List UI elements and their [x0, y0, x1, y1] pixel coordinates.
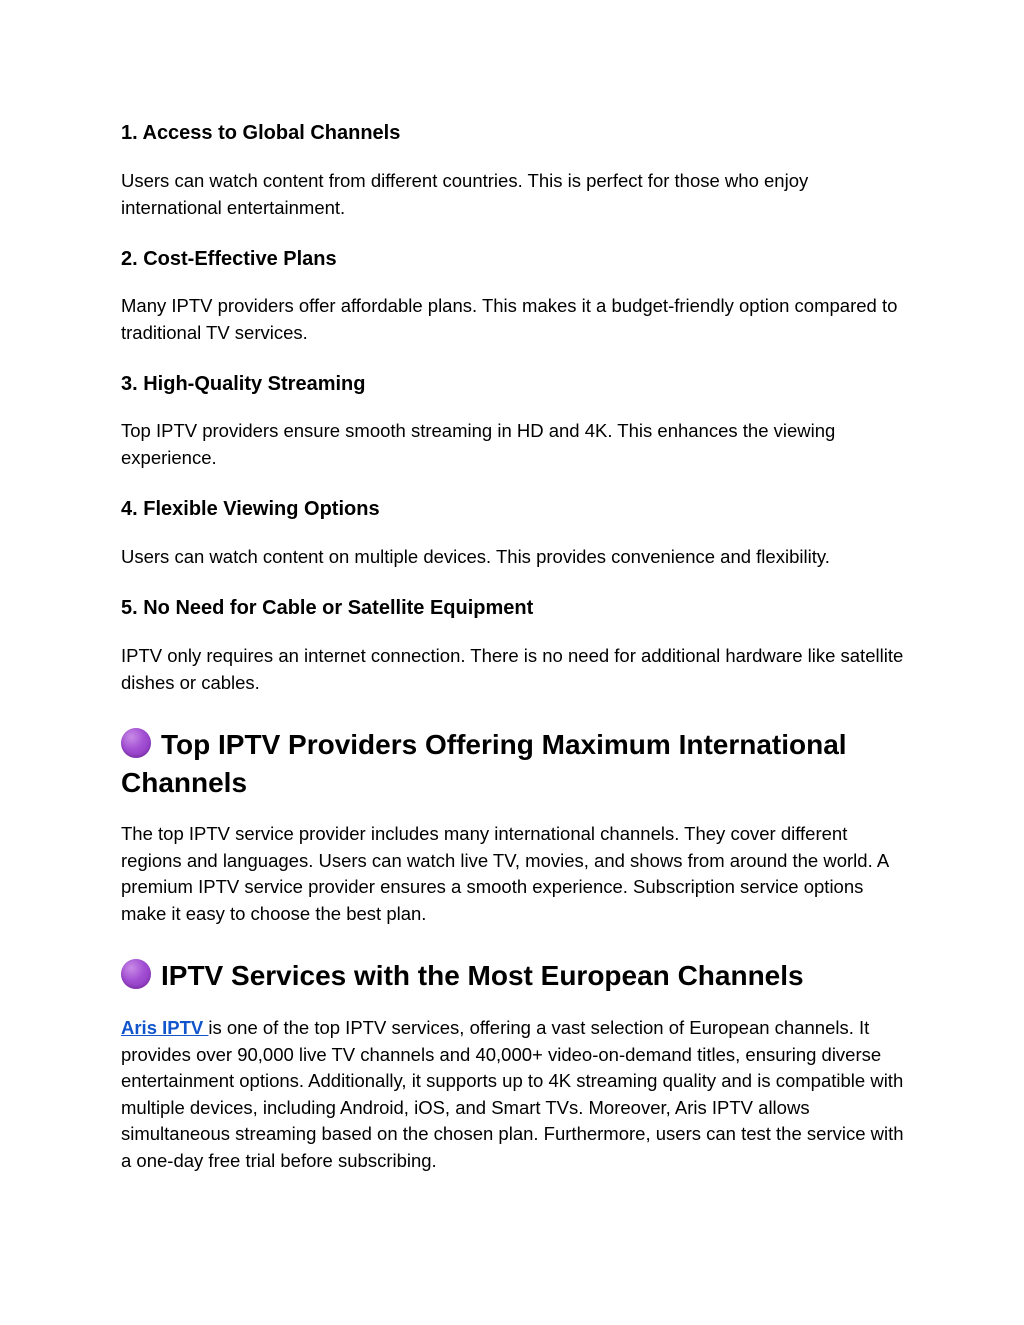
body-european-channels-text: is one of the top IPTV services, offering a vast selection of European channels. It provides over 90,000 live TV channels and 40,000+ video-on-demand titles, ensuring diverse entertainment options. Additionally, it supports up to 4K streaming quality and is compatible with multiple devices, including Android, iOS, and Smart TVs. Moreover, Aris IPTV allows simultaneous streaming based on the chosen plan. Furthermore, users can test the service with a one-day free trial before subscribing. [121, 1017, 904, 1171]
heading-european-channels [121, 957, 911, 995]
section-heading-high-quality: 3. High-Quality Streaming [121, 373, 366, 395]
heading-top-iptv-providers [121, 726, 911, 802]
section-heading-no-cable: 5. No Need for Cable or Satellite Equipment [121, 597, 534, 619]
body-european-channels [121, 1015, 911, 1175]
section-body-cost-effective: Many IPTV providers offer affordable plans. This makes it a budget-friendly option compared to traditional TV services. [121, 295, 898, 343]
aris-iptv-link[interactable]: Aris IPTV [121, 1017, 209, 1038]
section-body-no-cable: IPTV only requires an internet connection. There is no need for additional hardware like satellite dishes or cables. [121, 645, 904, 693]
purple-circle-icon [121, 959, 151, 989]
section-body-flexible-viewing: Users can watch content on multiple devices. This provides convenience and flexibility. [121, 546, 830, 567]
section-body-global-channels: Users can watch content from different countries. This is perfect for those who enjoy international entertainment. [121, 170, 809, 218]
heading-top-iptv-providers-text: Top IPTV Providers Offering Maximum International Channels [121, 729, 847, 798]
body-top-iptv-providers: The top IPTV service provider includes many international channels. They cover different regions and languages. Users can watch live TV, movies, and shows from around the world. A premium IPTV service provider ensures a smooth experience. Subscription service options make it easy to choose the best plan. [121, 823, 889, 924]
section-heading-cost-effective: 2. Cost-Effective Plans [121, 248, 337, 270]
section-heading-flexible-viewing: 4. Flexible Viewing Options [121, 498, 380, 520]
purple-circle-icon [121, 728, 151, 758]
heading-european-channels-text: IPTV Services with the Most European Channels [161, 960, 804, 991]
section-heading-global-channels: 1. Access to Global Channels [121, 122, 401, 144]
section-body-high-quality: Top IPTV providers ensure smooth streaming in HD and 4K. This enhances the viewing experience. [121, 420, 836, 468]
